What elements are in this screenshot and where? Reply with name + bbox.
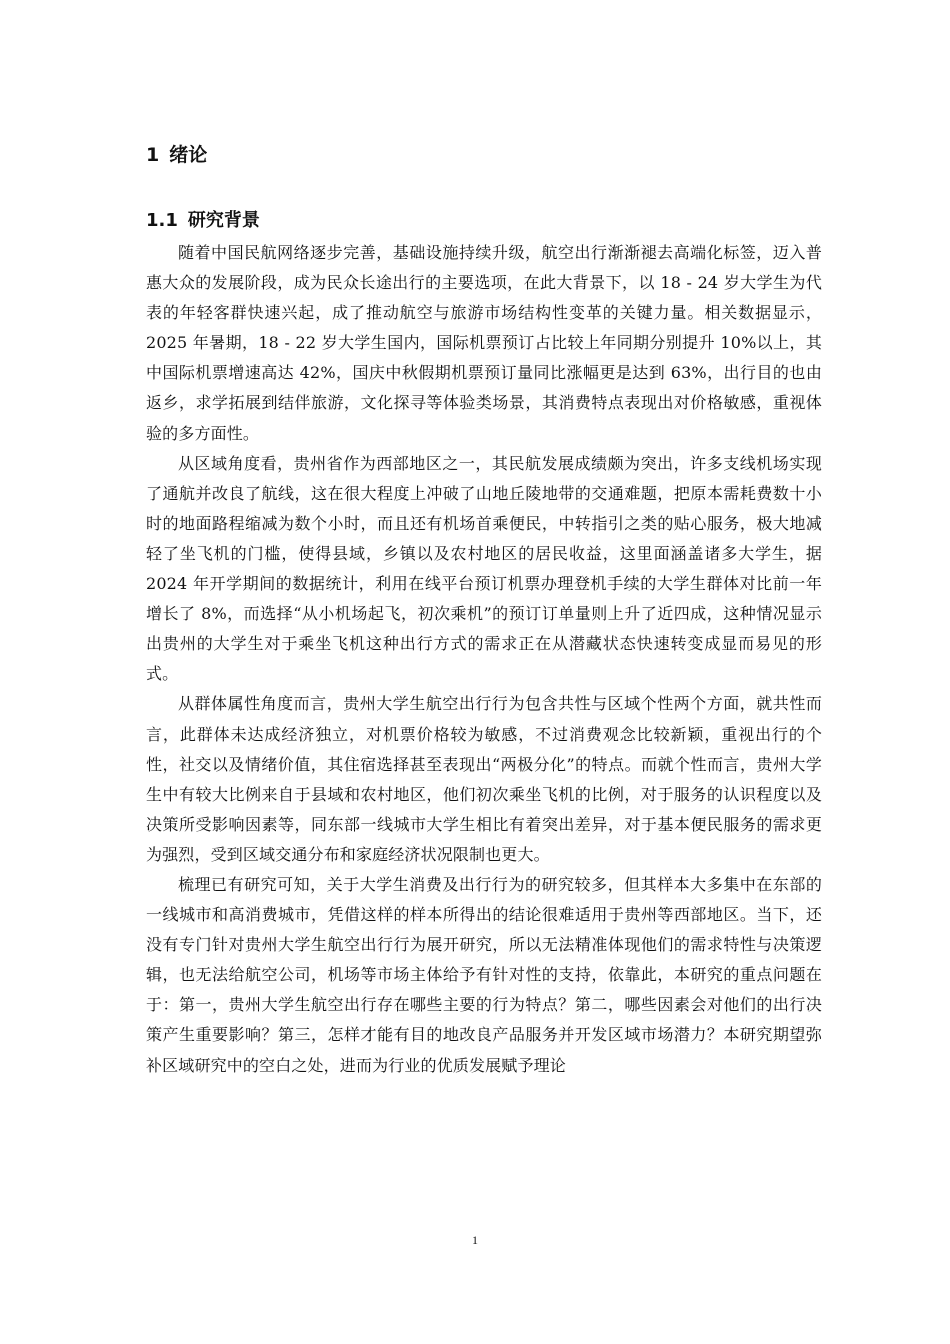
paragraph-group-attributes: 从群体属性角度而言，贵州大学生航空出行行为包含共性与区域个性两个方面，就共性而言，此群体未达成经济独立，对机票价格较为敏感，不过消费观念比较新颖，重视出行的个性，社交以及情绪价值，其住宿选择甚至表现出“两极分化”的特点。而就个性而言，贵州大学生中有较大比例来自于县域和农村地区，他们初次乘坐飞机的比例，对于服务的认识程度以及决策所受影响因素等，同东部一线城市大学生相比有着突出差异，对于基本便民服务的需求更为强烈，受到区域交通分布和家庭经济状况限制也更大。 (146, 694, 822, 864)
chapter-heading (146, 140, 822, 170)
section-number: 1.1 (146, 210, 178, 231)
paragraph-background: 随着中国民航网络逐步完善，基础设施持续升级，航空出行渐渐褪去高端化标签，迈入普惠大众的发展阶段，成为民众长途出行的主要选项，在此大背景下，以 18 - 24 岁大学生为代表的年轻客群快速兴起，成了推动航空与旅游市场结构性变革的关键力量。相关数据显示，2025 年暑期，18 - 22 岁大学生国内，国际机票预订占比较上年同期分别提升 10%以上，其中国际机票增速高达 42%，国庆中秋假期机票预订量同比涨幅更是达到 63%，出行目的也由返乡，求学拓展到结伴旅游，文化探寻等体验类场景，其消费特点表现出对价格敏感，重视体验的多方面性。 (146, 243, 822, 443)
paragraph-regional: 从区域角度看，贵州省作为西部地区之一，其民航发展成绩颇为突出，许多支线机场实现了通航并改良了航线，这在很大程度上冲破了山地丘陵地带的交通难题，把原本需耗费数十小时的地面路程缩减为数个小时，而且还有机场首乘便民，中转指引之类的贴心服务，极大地减轻了坐飞机的门槛，使得县域，乡镇以及农村地区的居民收益，这里面涵盖诸多大学生，据 2024 年开学期间的数据统计，利用在线平台预订机票办理登机手续的大学生群体对比前一年增长了 8%，而选择“从小机场起飞，初次乘机”的预订订单量则上升了近四成，这种情况显示出贵州的大学生对于乘坐飞机这种出行方式的需求正在从潜藏状态快速转变成显而易见的形式。 (146, 453, 822, 684)
chapter-number: 1 (146, 144, 160, 166)
page-body (146, 140, 822, 1081)
paragraph-research-gap: 梳理已有研究可知，关于大学生消费及出行行为的研究较多，但其样本大多集中在东部的一线城市和高消费城市，凭借这样的样本所得出的结论很难适用于贵州等西部地区。当下，还没有专门针对贵州大学生航空出行行为展开研究，所以无法精准体现他们的需求特性与决策逻辑，也无法给航空公司，机场等市场主体给予有针对性的支持，依靠此，本研究的重点问题在于：第一，贵州大学生航空出行存在哪些主要的行为特点？第二，哪些因素会对他们的出行决策产生重要影响？第三，怎样才能有目的地改良产品服务并开发区域市场潜力？本研究期望弥补区域研究中的空白之处，进而为行业的优质发展赋予理论 (146, 874, 822, 1075)
chapter-title: 绪论 (169, 144, 208, 166)
section-heading (146, 206, 822, 236)
page-number: 1 (472, 1233, 478, 1247)
section-title: 研究背景 (187, 210, 260, 231)
